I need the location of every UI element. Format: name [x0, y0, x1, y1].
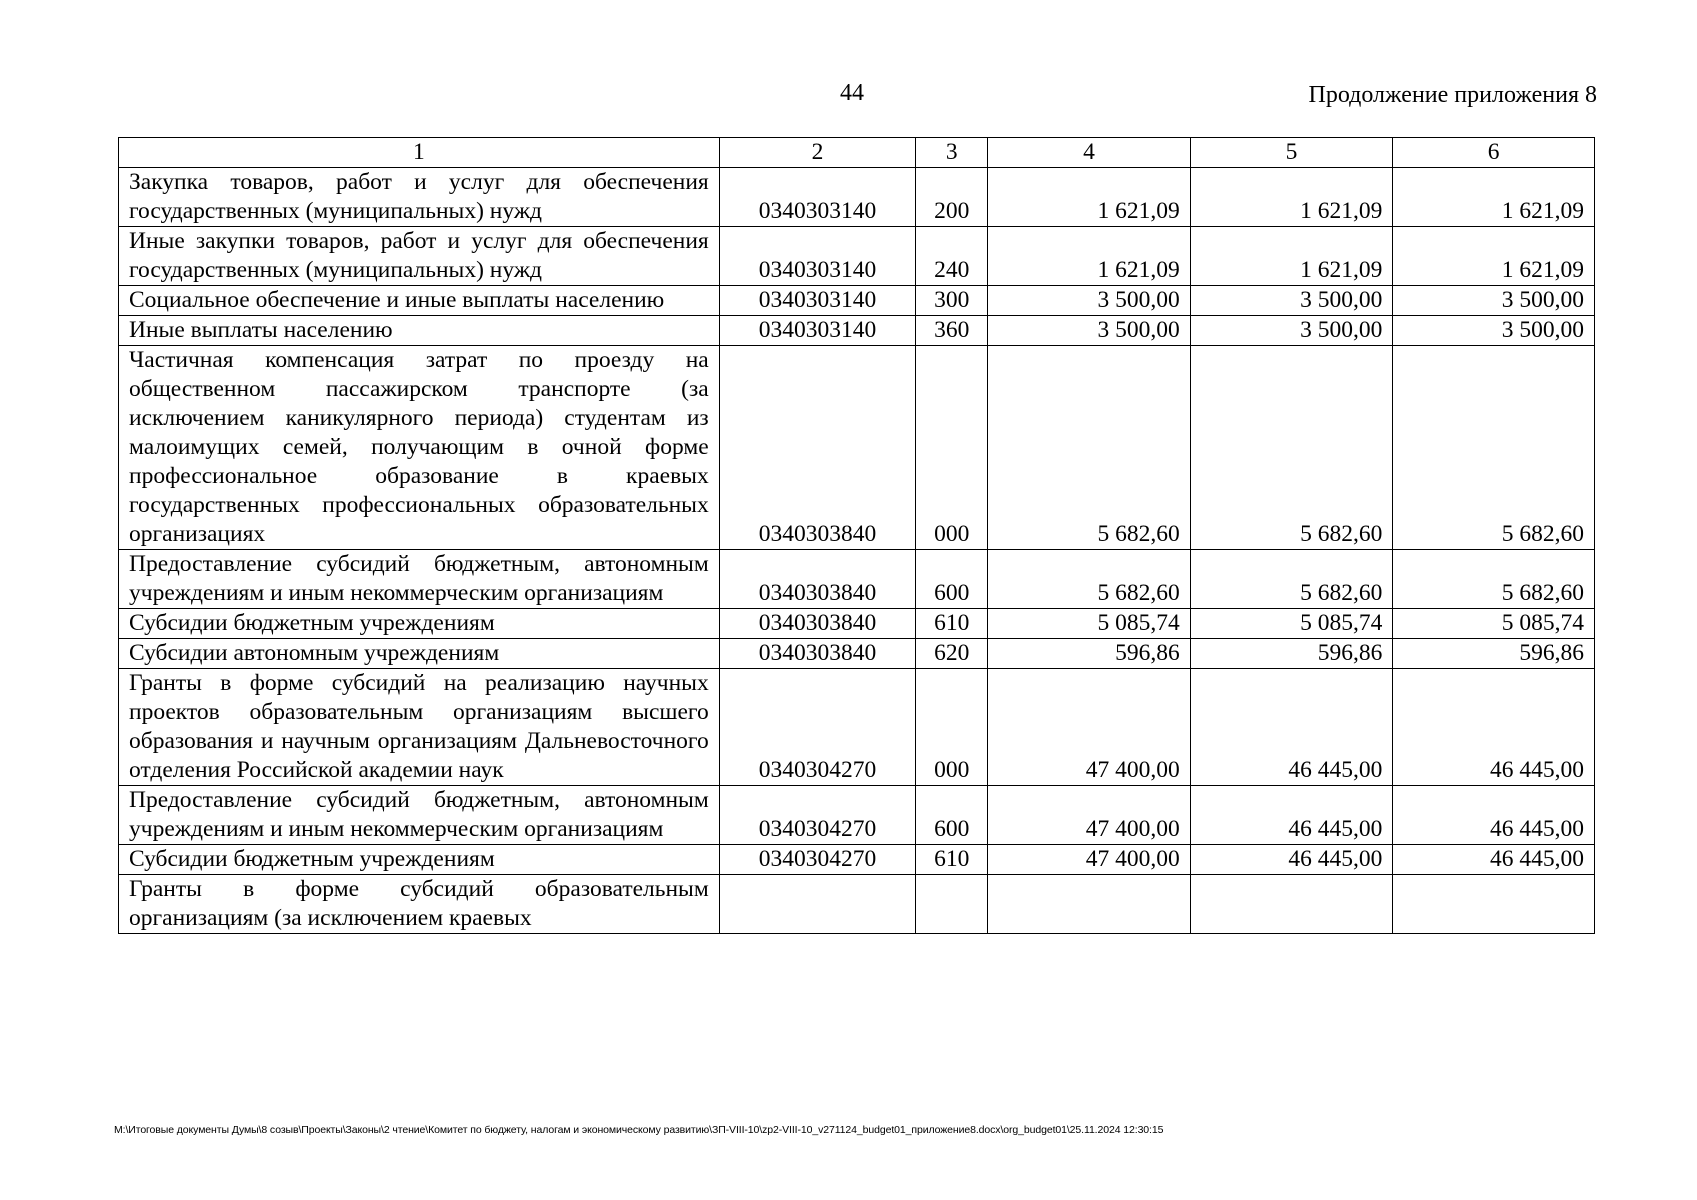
amount-col-4: 3 500,00	[988, 316, 1191, 346]
row-name: Гранты в форме субсидий на реализацию научных проектов образовательным организациям высшего образования и научным организациям Дальневосточного отделения Российской академии наук	[119, 669, 720, 786]
expense-type: 300	[916, 286, 988, 316]
amount-col-4: 3 500,00	[988, 286, 1191, 316]
amount-col-4	[988, 875, 1191, 934]
amount-col-4: 596,86	[988, 639, 1191, 669]
target-code: 0340303140	[719, 227, 916, 286]
table-row	[119, 786, 1595, 845]
amount-col-4: 1 621,09	[988, 227, 1191, 286]
page-number: 44	[840, 80, 864, 106]
target-code: 0340303840	[719, 550, 916, 609]
amount-col-4: 47 400,00	[988, 669, 1191, 786]
target-code: 0340304270	[719, 845, 916, 875]
row-name: Социальное обеспечение и иные выплаты населению	[119, 286, 720, 316]
amount-col-4: 47 400,00	[988, 845, 1191, 875]
amount-col-6: 5 085,74	[1393, 609, 1595, 639]
column-header-5: 5	[1190, 138, 1393, 168]
column-header-3: 3	[916, 138, 988, 168]
table-row	[119, 639, 1595, 669]
column-header-6: 6	[1393, 138, 1595, 168]
amount-col-6: 46 445,00	[1393, 669, 1595, 786]
expense-type: 200	[916, 168, 988, 227]
expense-type: 240	[916, 227, 988, 286]
expense-type: 610	[916, 609, 988, 639]
table-row	[119, 227, 1595, 286]
amount-col-5: 5 682,60	[1190, 550, 1393, 609]
table-row	[119, 609, 1595, 639]
row-name: Субсидии автономным учреждениям	[119, 639, 720, 669]
row-name: Частичная компенсация затрат по проезду на общественном пассажирском транспорте (за исключением каникулярного периода) студентам из малоимущих семей, получающим в очной форме профессиональное образование в краевых государственных профессиональных образовательных организациях	[119, 346, 720, 550]
table-row	[119, 286, 1595, 316]
amount-col-5: 46 445,00	[1190, 845, 1393, 875]
expense-type: 000	[916, 669, 988, 786]
column-header-2: 2	[719, 138, 916, 168]
row-name: Гранты в форме субсидий образовательным организациям (за исключением краевых	[119, 875, 720, 934]
amount-col-5: 596,86	[1190, 639, 1393, 669]
table-row	[119, 346, 1595, 550]
expense-type: 600	[916, 550, 988, 609]
expense-type: 600	[916, 786, 988, 845]
amount-col-6: 3 500,00	[1393, 316, 1595, 346]
table-row	[119, 845, 1595, 875]
amount-col-4: 5 085,74	[988, 609, 1191, 639]
amount-col-5: 46 445,00	[1190, 669, 1393, 786]
expense-type: 610	[916, 845, 988, 875]
amount-col-5: 5 085,74	[1190, 609, 1393, 639]
amount-col-5: 3 500,00	[1190, 286, 1393, 316]
table-row	[119, 550, 1595, 609]
amount-col-6: 3 500,00	[1393, 286, 1595, 316]
column-number-row	[119, 138, 1595, 168]
amount-col-4: 1 621,09	[988, 168, 1191, 227]
target-code: 0340303140	[719, 316, 916, 346]
row-name: Иные выплаты населению	[119, 316, 720, 346]
target-code: 0340303840	[719, 609, 916, 639]
row-name: Субсидии бюджетным учреждениям	[119, 609, 720, 639]
amount-col-6: 46 445,00	[1393, 845, 1595, 875]
amount-col-5: 3 500,00	[1190, 316, 1393, 346]
target-code: 0340303140	[719, 168, 916, 227]
amount-col-6: 1 621,09	[1393, 168, 1595, 227]
amount-col-6: 1 621,09	[1393, 227, 1595, 286]
table-row	[119, 875, 1595, 934]
table-row	[119, 168, 1595, 227]
expense-type: 360	[916, 316, 988, 346]
target-code: 0340304270	[719, 786, 916, 845]
amount-col-6: 46 445,00	[1393, 786, 1595, 845]
amount-col-6: 5 682,60	[1393, 346, 1595, 550]
target-code: 0340303140	[719, 286, 916, 316]
row-name: Иные закупки товаров, работ и услуг для обеспечения государственных (муниципальных) нужд	[119, 227, 720, 286]
table-row	[119, 316, 1595, 346]
amount-col-5: 1 621,09	[1190, 168, 1393, 227]
row-name: Предоставление субсидий бюджетным, автономным учреждениям и иным некоммерческим организациям	[119, 786, 720, 845]
row-name: Закупка товаров, работ и услуг для обеспечения государственных (муниципальных) нужд	[119, 168, 720, 227]
amount-col-6	[1393, 875, 1595, 934]
amount-col-5	[1190, 875, 1393, 934]
amount-col-4: 5 682,60	[988, 550, 1191, 609]
target-code: 0340303840	[719, 639, 916, 669]
amount-col-6: 5 682,60	[1393, 550, 1595, 609]
target-code: 0340303840	[719, 346, 916, 550]
column-header-4: 4	[988, 138, 1191, 168]
target-code	[719, 875, 916, 934]
expense-type: 000	[916, 346, 988, 550]
target-code: 0340304270	[719, 669, 916, 786]
amount-col-5: 5 682,60	[1190, 346, 1393, 550]
column-header-1: 1	[119, 138, 720, 168]
amount-col-5: 1 621,09	[1190, 227, 1393, 286]
amount-col-6: 596,86	[1393, 639, 1595, 669]
amount-col-4: 47 400,00	[988, 786, 1191, 845]
expense-type: 620	[916, 639, 988, 669]
amount-col-5: 46 445,00	[1190, 786, 1393, 845]
table-row	[119, 669, 1595, 786]
amount-col-4: 5 682,60	[988, 346, 1191, 550]
appendix-continuation-header: Продолжение приложения 8	[1308, 82, 1597, 108]
document-file-path: M:\Итоговые документы Думы\8 созыв\Проекты\Законы\2 чтение\Комитет по бюджету, налогам и экономическому развитию\ЗП-VIII-10\zp2-VIII-10_v271124_budget01_приложение8.docx\org_budget01\25.11.2024 12:30:15	[114, 1124, 1164, 1136]
expense-type	[916, 875, 988, 934]
budget-table	[118, 137, 1595, 934]
row-name: Субсидии бюджетным учреждениям	[119, 845, 720, 875]
row-name: Предоставление субсидий бюджетным, автономным учреждениям и иным некоммерческим организациям	[119, 550, 720, 609]
